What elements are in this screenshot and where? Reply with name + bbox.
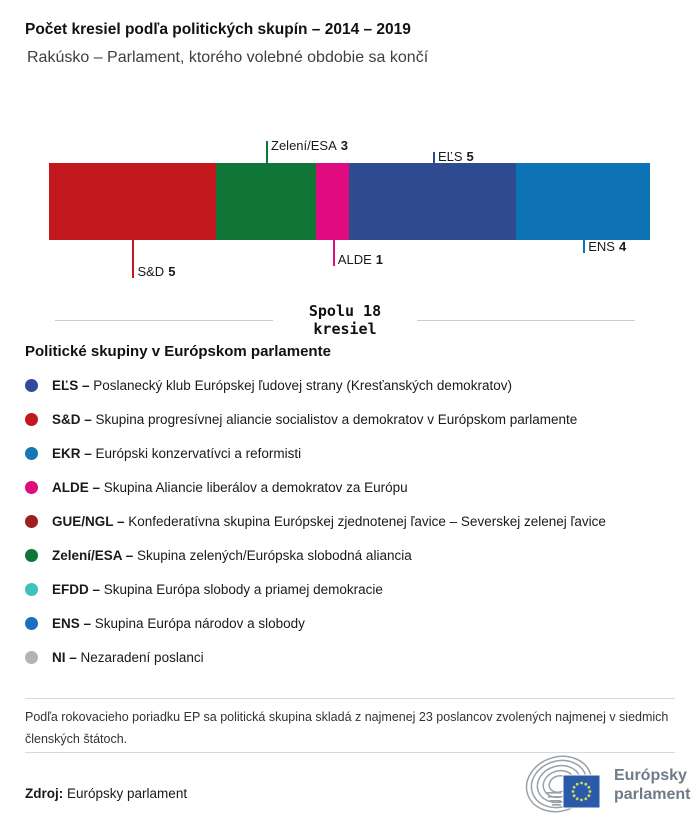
legend-dot-eľs	[25, 379, 38, 392]
callout-tick-s-d	[132, 240, 134, 278]
legend-label-ekr: EKR – Európski konzervatívci a reformisti	[52, 445, 302, 461]
bar-segment-alde[interactable]	[316, 163, 349, 240]
legend-item-zelen-esa	[25, 538, 675, 572]
legend-item-ekr	[25, 436, 675, 470]
total-seats-row	[55, 298, 635, 342]
ep-logo-text	[614, 766, 690, 804]
callout-label-ens: ENS 4	[588, 239, 627, 254]
callout-label-alde: ALDE 1	[337, 252, 383, 267]
eu-flag	[563, 775, 600, 808]
legend-item-s-d	[25, 402, 675, 436]
ep-logo-line2: parlament	[614, 786, 691, 803]
source-value: Európsky parlament	[67, 786, 188, 801]
callout-label-s-d: S&D 5	[137, 264, 176, 279]
divider-footer-top	[25, 752, 675, 753]
total-divider-right	[417, 320, 635, 321]
callout-label-eľs: EĽS 5	[437, 149, 474, 164]
ep-logo	[524, 754, 690, 816]
legend-label-gue-ngl: GUE/NGL – Konfederatívna skupina Európskej zjednotenej ľavice – Severskej zelenej ľavice	[52, 513, 606, 529]
bar-segment-eľs[interactable]	[349, 163, 516, 240]
ep-logo-line1: Európsky	[614, 767, 687, 784]
page-title: Počet kresiel podľa politických skupín – 2014 – 2019	[25, 21, 411, 38]
legend-label-efdd: EFDD – Skupina Európa slobody a priamej demokracie	[52, 581, 383, 597]
legend-dot-zelen-esa	[25, 549, 38, 562]
legend-dot-ekr	[25, 447, 38, 460]
legend-label-ens: ENS – Skupina Európa národov a slobody	[52, 615, 305, 631]
callout-tick-alde	[333, 240, 335, 266]
callout-tick-eľs	[433, 152, 435, 163]
legend-item-ens	[25, 606, 675, 640]
legend-dot-ni	[25, 651, 38, 664]
source-label: Zdroj:	[25, 786, 64, 801]
footnote-text: Podľa rokovacieho poriadku EP sa politická skupina skladá z najmenej 23 poslancov zvolených najmenej v siedmich členských štátoch.	[25, 710, 669, 746]
page-subtitle: Rakúsko – Parlament, ktorého volebné obdobie sa končí	[27, 49, 429, 66]
legend-title: Politické skupiny v Európskom parlamente	[25, 343, 331, 360]
legend-dot-s-d	[25, 413, 38, 426]
total-divider-left	[55, 320, 273, 321]
legend-dot-ens	[25, 617, 38, 630]
divider-footnote-top	[25, 698, 675, 699]
legend-item-eľs	[25, 368, 675, 402]
total-seats-line1: Spolu 18	[308, 302, 382, 320]
legend-label-eľs: EĽS – Poslanecký klub Európskej ľudovej strany (Kresťanských demokratov)	[52, 377, 512, 393]
legend-dot-alde	[25, 481, 38, 494]
source-line	[25, 786, 187, 801]
ep-hemicycle-icon	[524, 754, 608, 816]
legend-dot-efdd	[25, 583, 38, 596]
legend-label-s-d: S&D – Skupina progresívnej aliancie socialistov a demokratov v Európskom parlamente	[52, 411, 578, 427]
legend-label-ni: NI – Nezaradení poslanci	[52, 649, 204, 665]
legend-label-alde: ALDE – Skupina Aliancie liberálov a demokratov za Európu	[52, 479, 408, 495]
bar-segment-zelen-esa[interactable]	[216, 163, 316, 240]
bar-segment-ens[interactable]	[516, 163, 650, 240]
stacked-bar	[49, 163, 650, 240]
legend-list	[25, 368, 675, 674]
legend-item-alde	[25, 470, 675, 504]
legend-dot-gue-ngl	[25, 515, 38, 528]
legend-label-zelen-esa: Zelení/ESA – Skupina zelených/Európska slobodná aliancia	[52, 547, 412, 563]
callout-label-zelen-esa: Zelení/ESA 3	[271, 138, 349, 153]
bar-segment-s-d[interactable]	[49, 163, 216, 240]
total-seats-line2: kresiel	[313, 320, 377, 338]
legend-item-efdd	[25, 572, 675, 606]
callout-tick-zelen-esa	[266, 141, 268, 163]
total-seats-label	[273, 302, 417, 338]
callout-tick-ens	[583, 240, 585, 253]
legend-item-ni	[25, 640, 675, 674]
legend-item-gue-ngl	[25, 504, 675, 538]
